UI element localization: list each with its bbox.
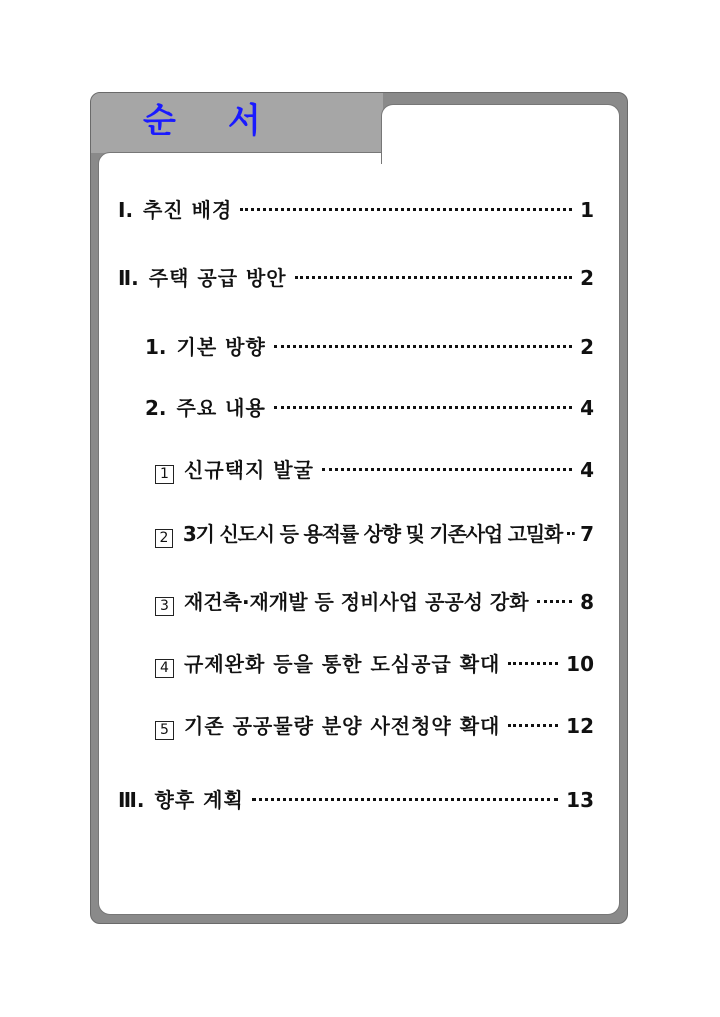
toc-entry[interactable] bbox=[155, 650, 594, 678]
dot-leader bbox=[567, 532, 575, 535]
dot-leader bbox=[274, 345, 572, 348]
toc-label: 규제완화 등을 통한 도심공급 확대 bbox=[184, 652, 501, 676]
toc-label: 주요 내용 bbox=[176, 396, 266, 420]
dot-leader bbox=[295, 276, 572, 279]
dot-leader bbox=[274, 406, 572, 409]
toc-page-number: 12 bbox=[566, 714, 594, 738]
toc-page-number: 2 bbox=[580, 335, 594, 359]
toc-page-number: 13 bbox=[566, 788, 594, 812]
toc-label: 신규택지 발굴 bbox=[184, 458, 314, 482]
toc-entry[interactable] bbox=[145, 394, 594, 422]
toc-label: 기존 공공물량 분양 사전청약 확대 bbox=[184, 714, 501, 738]
toc-page-number: 8 bbox=[580, 590, 594, 614]
toc-page-number: 2 bbox=[580, 266, 594, 290]
toc-label: 3기 신도시 등 용적률 상향 및 기존사업 고밀화 bbox=[182, 522, 563, 546]
toc-entry[interactable] bbox=[145, 333, 594, 361]
toc-label: 추진 배경 bbox=[143, 198, 233, 222]
dot-leader bbox=[252, 798, 558, 801]
toc-label: 향후 계획 bbox=[154, 788, 244, 812]
toc-page-number: 4 bbox=[580, 396, 594, 420]
dot-leader bbox=[322, 468, 572, 471]
toc-page-number: 4 bbox=[580, 458, 594, 482]
boxed-number: 1 bbox=[155, 465, 174, 484]
toc-entry[interactable] bbox=[155, 588, 594, 616]
dot-leader bbox=[240, 208, 572, 211]
toc-entry[interactable] bbox=[155, 456, 594, 484]
toc-label: 재건축·재개발 등 정비사업 공공성 강화 bbox=[184, 590, 529, 614]
boxed-number: 4 bbox=[155, 659, 174, 678]
dot-leader bbox=[508, 662, 558, 665]
boxed-number: 5 bbox=[155, 721, 174, 740]
toc-label: 주택 공급 방안 bbox=[148, 266, 287, 290]
toc-entry[interactable] bbox=[155, 520, 594, 548]
toc-entry[interactable] bbox=[118, 264, 594, 292]
page-title: 순서 bbox=[143, 101, 313, 141]
toc-entry[interactable] bbox=[118, 786, 594, 814]
boxed-number: 2 bbox=[155, 529, 173, 548]
dot-leader bbox=[537, 600, 573, 603]
toc-number: Ⅰ. bbox=[118, 198, 134, 222]
toc-page-number: 7 bbox=[580, 522, 594, 546]
toc-number: Ⅲ. bbox=[118, 788, 145, 812]
toc-number: 1. bbox=[145, 335, 167, 359]
toc-page-number: 10 bbox=[566, 652, 594, 676]
dot-leader bbox=[508, 724, 558, 727]
toc-number: 2. bbox=[145, 396, 167, 420]
boxed-number: 3 bbox=[155, 597, 174, 616]
toc-page-number: 1 bbox=[580, 198, 594, 222]
toc-entry[interactable] bbox=[118, 196, 594, 224]
toc-number: Ⅱ. bbox=[118, 266, 139, 290]
toc-label: 기본 방향 bbox=[176, 335, 266, 359]
toc-entry[interactable] bbox=[155, 712, 594, 740]
